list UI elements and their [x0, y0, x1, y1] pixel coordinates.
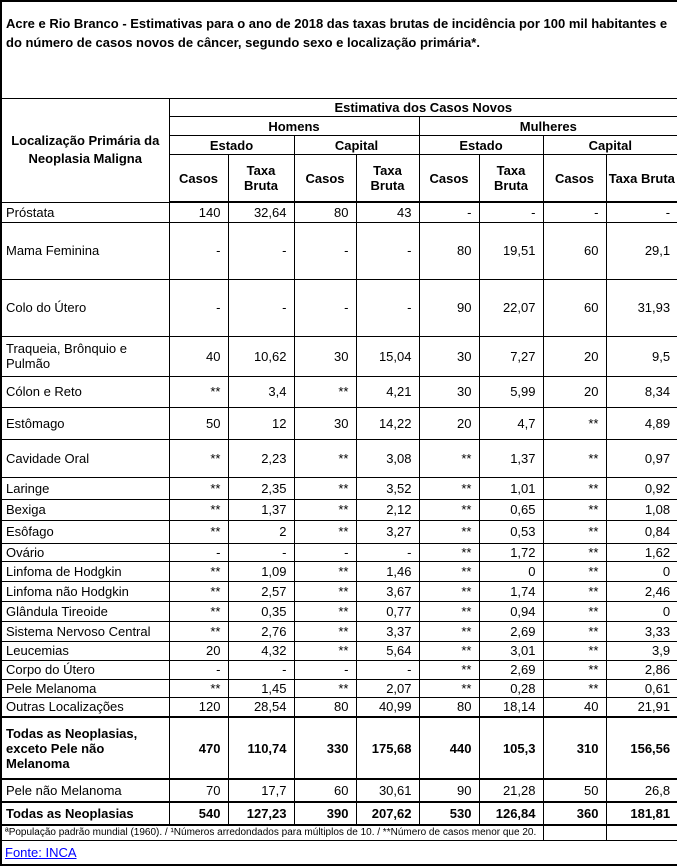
cell-value: 32,64: [228, 202, 294, 222]
row-label: Bexiga: [1, 499, 169, 520]
cell-value: **: [294, 641, 356, 660]
cell-value: 7,27: [479, 336, 543, 376]
cell-value: **: [169, 581, 228, 601]
table-row: [1, 499, 677, 520]
cell-value: 3,27: [356, 520, 419, 543]
cell-value: **: [543, 499, 606, 520]
cell-value: 31,93: [606, 279, 677, 336]
cell-value: **: [543, 477, 606, 499]
row-label: Corpo do Útero: [1, 660, 169, 679]
column-header-capital-homens: Capital: [294, 136, 419, 155]
cell-value: 90: [419, 779, 479, 802]
cell-value: **: [543, 561, 606, 581]
cell-value: 360: [543, 802, 606, 825]
cell-value: 80: [294, 202, 356, 222]
cell-value: 2,07: [356, 679, 419, 697]
column-header-estimativa: Estimativa dos Casos Novos: [169, 99, 677, 117]
row-label: Pele não Melanoma: [1, 779, 169, 802]
cell-value: 4,32: [228, 641, 294, 660]
cell-value: -: [228, 660, 294, 679]
row-label: Estômago: [1, 407, 169, 439]
footnote-row: [1, 825, 677, 841]
source-link[interactable]: Fonte: INCA: [5, 845, 77, 860]
cell-value: 30: [294, 407, 356, 439]
cell-value: 4,21: [356, 376, 419, 407]
cell-value: 440: [419, 717, 479, 779]
cell-value: 50: [169, 407, 228, 439]
cell-value: 30: [294, 336, 356, 376]
cell-value: 540: [169, 802, 228, 825]
cell-value: 0,77: [356, 601, 419, 621]
column-header-taxa-bruta-2: Taxa Bruta: [356, 155, 419, 203]
cell-value: 1,08: [606, 499, 677, 520]
cell-value: 2,69: [479, 621, 543, 641]
cell-value: 17,7: [228, 779, 294, 802]
cell-value: 43: [356, 202, 419, 222]
table-row: [1, 581, 677, 601]
table-row: [1, 407, 677, 439]
cell-value: 2,76: [228, 621, 294, 641]
cell-value: **: [169, 561, 228, 581]
cell-value: 2,86: [606, 660, 677, 679]
cell-value: 21,91: [606, 697, 677, 717]
cell-value: **: [294, 439, 356, 477]
cell-value: **: [419, 679, 479, 697]
cell-value: 105,3: [479, 717, 543, 779]
cell-value: 2,46: [606, 581, 677, 601]
cell-value: **: [294, 499, 356, 520]
row-label: Cólon e Reto: [1, 376, 169, 407]
cell-value: **: [419, 641, 479, 660]
cell-value: 40: [543, 697, 606, 717]
cell-value: 3,52: [356, 477, 419, 499]
cell-value: 30: [419, 376, 479, 407]
cell-value: -: [294, 222, 356, 279]
column-header-casos-4: Casos: [543, 155, 606, 203]
row-label: Próstata: [1, 202, 169, 222]
cell-value: 3,33: [606, 621, 677, 641]
cell-value: **: [294, 561, 356, 581]
cell-value: 330: [294, 717, 356, 779]
cell-value: 80: [294, 697, 356, 717]
cell-value: **: [419, 601, 479, 621]
cell-value: -: [479, 202, 543, 222]
cell-value: **: [543, 439, 606, 477]
cell-value: 2,69: [479, 660, 543, 679]
cell-value: 0,61: [606, 679, 677, 697]
column-header-localizacao: Localização Primária da Neoplasia Maligna: [1, 99, 169, 203]
cell-value: 4,7: [479, 407, 543, 439]
row-label: Glândula Tireoide: [1, 601, 169, 621]
cell-value: -: [356, 222, 419, 279]
column-header-casos-2: Casos: [294, 155, 356, 203]
table-row: [1, 279, 677, 336]
cell-value: **: [294, 621, 356, 641]
cell-value: 2,57: [228, 581, 294, 601]
cell-value: 60: [543, 279, 606, 336]
cell-value: 156,56: [606, 717, 677, 779]
cell-value: 207,62: [356, 802, 419, 825]
column-header-homens: Homens: [169, 117, 419, 136]
table-row: [1, 202, 677, 222]
cell-value: 3,37: [356, 621, 419, 641]
cell-value: -: [169, 660, 228, 679]
cell-value: 10,62: [228, 336, 294, 376]
cell-value: 1,62: [606, 543, 677, 561]
cell-value: -: [228, 543, 294, 561]
cell-value: **: [294, 477, 356, 499]
cell-value: -: [356, 543, 419, 561]
table-row: [1, 621, 677, 641]
column-header-estado-homens: Estado: [169, 136, 294, 155]
cell-value: 175,68: [356, 717, 419, 779]
cell-value: **: [169, 499, 228, 520]
cell-value: 3,01: [479, 641, 543, 660]
cell-value: 0,94: [479, 601, 543, 621]
cell-value: 40: [169, 336, 228, 376]
cell-value: **: [294, 376, 356, 407]
cell-value: **: [543, 660, 606, 679]
cell-value: 20: [169, 641, 228, 660]
source-row: [1, 841, 677, 866]
cell-value: -: [294, 279, 356, 336]
cell-value: 310: [543, 717, 606, 779]
cell-value: 470: [169, 717, 228, 779]
cell-value: 3,4: [228, 376, 294, 407]
cell-value: 50: [543, 779, 606, 802]
cell-value: **: [169, 477, 228, 499]
cell-value: 140: [169, 202, 228, 222]
column-header-mulheres: Mulheres: [419, 117, 677, 136]
cell-value: **: [419, 477, 479, 499]
cell-value: 1,46: [356, 561, 419, 581]
cell-value: 2,12: [356, 499, 419, 520]
cell-value: 4,89: [606, 407, 677, 439]
cell-value: -: [356, 279, 419, 336]
cell-value: 3,08: [356, 439, 419, 477]
cell-value: **: [419, 660, 479, 679]
cell-value: **: [543, 601, 606, 621]
table-row: [1, 679, 677, 697]
cell-value: 1,74: [479, 581, 543, 601]
column-header-taxa-bruta-4: Taxa Bruta: [606, 155, 677, 203]
cell-value: **: [419, 561, 479, 581]
row-label: Pele Melanoma: [1, 679, 169, 697]
cell-value: 0,28: [479, 679, 543, 697]
table-row: [1, 336, 677, 376]
cell-value: -: [169, 543, 228, 561]
cell-value: **: [294, 679, 356, 697]
table-row: [1, 543, 677, 561]
row-label: Outras Localizações: [1, 697, 169, 717]
cell-value: 80: [419, 697, 479, 717]
cell-value: 0,65: [479, 499, 543, 520]
cell-value: 2,35: [228, 477, 294, 499]
cell-value: -: [228, 222, 294, 279]
source-cell: [1, 841, 677, 866]
cell-value: 21,28: [479, 779, 543, 802]
column-header-casos-3: Casos: [419, 155, 479, 203]
cell-value: -: [419, 202, 479, 222]
cell-value: **: [543, 679, 606, 697]
cell-value: 90: [419, 279, 479, 336]
table-row: [1, 601, 677, 621]
cell-value: 120: [169, 697, 228, 717]
cell-value: **: [419, 621, 479, 641]
table-row: [1, 802, 677, 825]
cell-value: 60: [543, 222, 606, 279]
row-label: Colo do Útero: [1, 279, 169, 336]
cell-value: 40,99: [356, 697, 419, 717]
table-row: [1, 520, 677, 543]
table-row: [1, 660, 677, 679]
cell-value: -: [169, 222, 228, 279]
table-row: [1, 477, 677, 499]
footnote: ªPopulação padrão mundial (1960). / ¹Números arredondados para múltiplos de 10. / **Número de casos menor que 20.: [1, 825, 543, 841]
table-row: [1, 222, 677, 279]
cell-value: **: [543, 520, 606, 543]
cell-value: -: [356, 660, 419, 679]
cell-value: 2: [228, 520, 294, 543]
row-label: Linfoma de Hodgkin: [1, 561, 169, 581]
cell-value: 2,23: [228, 439, 294, 477]
table-row: [1, 697, 677, 717]
table-row: [1, 779, 677, 802]
title-row: [1, 1, 677, 99]
cell-value: 3,9: [606, 641, 677, 660]
cell-value: **: [543, 407, 606, 439]
cell-value: **: [419, 581, 479, 601]
row-label: Linfoma não Hodgkin: [1, 581, 169, 601]
cell-value: 22,07: [479, 279, 543, 336]
cell-value: 28,54: [228, 697, 294, 717]
cell-value: 126,84: [479, 802, 543, 825]
cell-value: 14,22: [356, 407, 419, 439]
cell-value: 5,64: [356, 641, 419, 660]
cell-value: 0,35: [228, 601, 294, 621]
table-row: [1, 439, 677, 477]
cell-value: 5,99: [479, 376, 543, 407]
cell-value: 30: [419, 336, 479, 376]
cell-value: 1,45: [228, 679, 294, 697]
cell-value: 12: [228, 407, 294, 439]
row-label: Laringe: [1, 477, 169, 499]
cell-value: 29,1: [606, 222, 677, 279]
cell-value: **: [169, 439, 228, 477]
table-row: [1, 376, 677, 407]
header-row-top: [1, 99, 677, 117]
cell-value: -: [543, 202, 606, 222]
cell-value: 1,37: [228, 499, 294, 520]
cell-value: -: [228, 279, 294, 336]
footnote-empty-cell: [606, 825, 677, 841]
cell-value: **: [419, 543, 479, 561]
cell-value: 20: [419, 407, 479, 439]
column-header-casos-1: Casos: [169, 155, 228, 203]
row-label: Mama Feminina: [1, 222, 169, 279]
cell-value: **: [543, 621, 606, 641]
cell-value: **: [294, 581, 356, 601]
cell-value: 60: [294, 779, 356, 802]
cell-value: **: [294, 520, 356, 543]
cell-value: 3,67: [356, 581, 419, 601]
cell-value: 110,74: [228, 717, 294, 779]
cell-value: 1,37: [479, 439, 543, 477]
cell-value: **: [169, 621, 228, 641]
cell-value: 20: [543, 376, 606, 407]
row-label: Todas as Neoplasias, exceto Pele não Melanoma: [1, 717, 169, 779]
cell-value: -: [294, 660, 356, 679]
cell-value: -: [606, 202, 677, 222]
row-label: Ovário: [1, 543, 169, 561]
cell-value: 0,97: [606, 439, 677, 477]
cell-value: 0: [479, 561, 543, 581]
cell-value: 70: [169, 779, 228, 802]
table-row: [1, 641, 677, 660]
row-label: Esôfago: [1, 520, 169, 543]
cell-value: **: [419, 520, 479, 543]
cell-value: **: [169, 679, 228, 697]
cell-value: -: [169, 279, 228, 336]
cell-value: 8,34: [606, 376, 677, 407]
cell-value: **: [419, 499, 479, 520]
cell-value: 9,5: [606, 336, 677, 376]
column-header-taxa-bruta-3: Taxa Bruta: [479, 155, 543, 203]
cell-value: 530: [419, 802, 479, 825]
table-row: [1, 717, 677, 779]
cell-value: 30,61: [356, 779, 419, 802]
cell-value: 19,51: [479, 222, 543, 279]
cell-value: **: [419, 439, 479, 477]
row-label: Todas as Neoplasias: [1, 802, 169, 825]
cell-value: 20: [543, 336, 606, 376]
column-header-estado-mulheres: Estado: [419, 136, 543, 155]
column-header-taxa-bruta-1: Taxa Bruta: [228, 155, 294, 203]
footnote-empty-cell: [543, 825, 606, 841]
cell-value: -: [294, 543, 356, 561]
cell-value: 0: [606, 561, 677, 581]
cell-value: **: [169, 601, 228, 621]
table-title: Acre e Rio Branco - Estimativas para o ano de 2018 das taxas brutas de incidência por 100 mil habitantes e do número de casos novos de câncer, segundo sexo e localização primária*.: [1, 1, 677, 99]
table-row: [1, 561, 677, 581]
cell-value: 18,14: [479, 697, 543, 717]
cell-value: 127,23: [228, 802, 294, 825]
cell-value: 0,92: [606, 477, 677, 499]
cell-value: 1,01: [479, 477, 543, 499]
cell-value: **: [294, 601, 356, 621]
cell-value: **: [169, 520, 228, 543]
cell-value: 80: [419, 222, 479, 279]
cell-value: 0,84: [606, 520, 677, 543]
cell-value: 0,53: [479, 520, 543, 543]
column-header-capital-mulheres: Capital: [543, 136, 677, 155]
cell-value: **: [543, 641, 606, 660]
cell-value: 26,8: [606, 779, 677, 802]
cell-value: 0: [606, 601, 677, 621]
cell-value: 390: [294, 802, 356, 825]
row-label: Leucemias: [1, 641, 169, 660]
row-label: Sistema Nervoso Central: [1, 621, 169, 641]
cell-value: 1,09: [228, 561, 294, 581]
cell-value: **: [169, 376, 228, 407]
cell-value: **: [543, 543, 606, 561]
row-label: Cavidade Oral: [1, 439, 169, 477]
cell-value: 181,81: [606, 802, 677, 825]
cell-value: 15,04: [356, 336, 419, 376]
row-label: Traqueia, Brônquio e Pulmão: [1, 336, 169, 376]
table-body: [1, 202, 677, 825]
cell-value: 1,72: [479, 543, 543, 561]
cell-value: **: [543, 581, 606, 601]
